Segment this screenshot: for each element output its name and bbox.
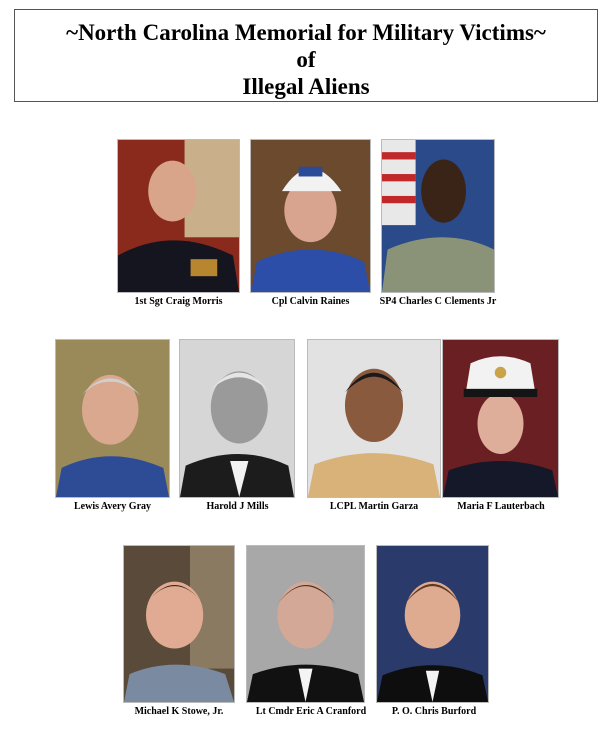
portrait-photo-michael-stowe <box>123 545 235 703</box>
caption-martin-garza: LCPL Martin Garza <box>329 501 419 512</box>
caption-eric-cranford: Lt Cmdr Eric A Cranford <box>255 706 367 717</box>
title-line-2: of <box>296 47 316 72</box>
portrait-photo-harold-mills <box>179 339 295 498</box>
caption-harold-mills: Harold J Mills <box>206 501 269 512</box>
portrait-photo-maria-lauterbach <box>442 339 559 498</box>
caption-maria-lauterbach: Maria F Lauterbach <box>457 501 545 512</box>
caption-calvin-raines: Cpl Calvin Raines <box>271 296 350 307</box>
caption-craig-morris: 1st Sgt Craig Morris <box>134 296 223 307</box>
portrait-photo-lewis-gray <box>55 339 170 498</box>
caption-chris-burford: P. O. Chris Burford <box>391 706 477 717</box>
portrait-photo-eric-cranford <box>246 545 365 703</box>
portrait-photo-martin-garza <box>307 339 441 498</box>
caption-lewis-gray: Lewis Avery Gray <box>73 501 152 512</box>
title-line-1: ~North Carolina Memorial for Military Victims~ <box>66 20 546 45</box>
caption-michael-stowe: Michael K Stowe, Jr. <box>134 706 224 717</box>
title-line-3: Illegal Aliens <box>242 74 370 99</box>
portrait-photo-charles-clements <box>381 139 495 293</box>
portrait-photo-calvin-raines <box>250 139 371 293</box>
portrait-photo-craig-morris <box>117 139 240 293</box>
memorial-title-box <box>14 9 598 102</box>
portrait-photo-chris-burford <box>376 545 489 703</box>
caption-charles-clements: SP4 Charles C Clements Jr <box>379 296 497 307</box>
